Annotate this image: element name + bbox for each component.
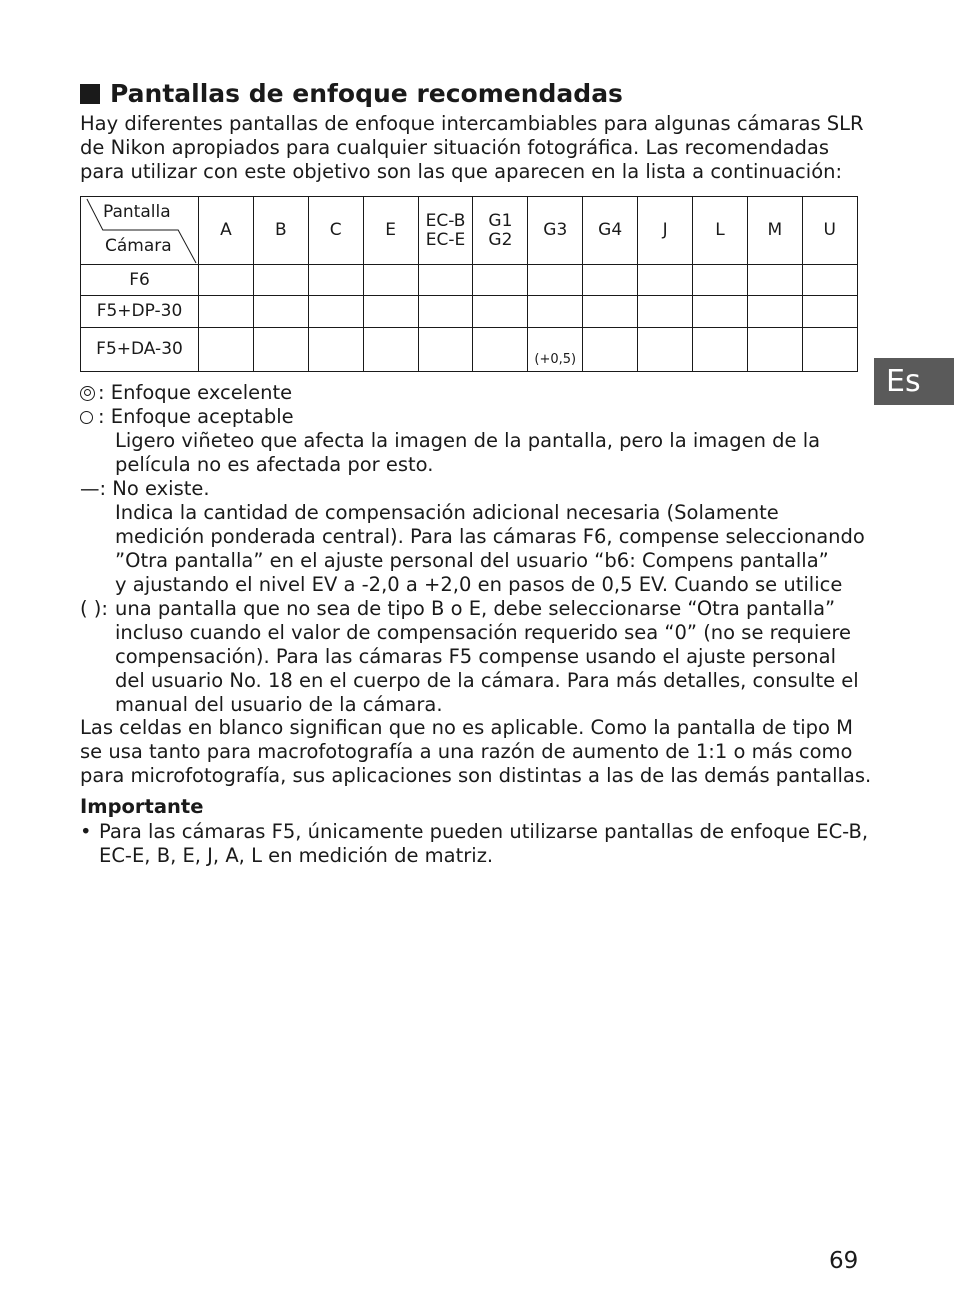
legend-text: : Enfoque aceptable	[98, 405, 294, 428]
page-number: 69	[829, 1248, 859, 1274]
table-cell	[638, 328, 693, 372]
intro-paragraph	[80, 112, 864, 184]
closing-paragraph	[80, 716, 872, 788]
table-cell	[583, 328, 638, 372]
column-header: U	[802, 197, 857, 265]
intro-line: para utilizar con este objetivo son las que aparecen en la lista a continuación:	[80, 160, 843, 183]
legend-paren-line: medición ponderada central). Para las cámaras F6, compense seleccionando	[115, 525, 865, 548]
column-header: J	[638, 197, 693, 265]
table-cell	[638, 265, 693, 296]
table-cell	[363, 296, 418, 328]
intro-line: de Nikon apropiados para cualquier situación fotográfica. Las recomendadas	[80, 136, 830, 159]
important-bullet-line: EC-E, B, E, J, A, L en medición de matriz.	[99, 844, 494, 867]
legend-item-excellent	[80, 381, 870, 405]
table-cell	[418, 328, 473, 372]
legend-text: : No existe.	[99, 477, 210, 500]
table-cell	[199, 265, 254, 296]
table-cell	[473, 296, 528, 328]
table-cell	[473, 265, 528, 296]
legend-detail-line: Ligero viñeteo que afecta la imagen de la pantalla, pero la imagen de la	[115, 429, 821, 452]
legend-paren-line: y ajustando el nivel EV a -2,0 a +2,0 en pasos de 0,5 EV. Cuando se utilice	[115, 573, 843, 596]
corner-header-cell	[81, 197, 199, 265]
table-row	[81, 296, 858, 328]
table-cell	[199, 296, 254, 328]
language-tab: Es	[874, 358, 954, 405]
table-cell	[638, 296, 693, 328]
compatibility-table	[80, 196, 858, 372]
table-cell	[473, 328, 528, 372]
legend-item-parentheses	[80, 501, 870, 717]
legend-paren-line: ”Otra pantalla” en el ajuste personal del usuario “b6: Compens pantalla”	[115, 549, 829, 572]
table-cell	[418, 296, 473, 328]
legend-text: : Enfoque excelente	[98, 381, 293, 404]
table-cell	[418, 265, 473, 296]
important-bullet-text	[99, 820, 868, 868]
compensation-note-cell: (+0,5)	[528, 328, 583, 372]
important-title: Importante	[80, 795, 204, 818]
legend	[80, 381, 870, 717]
table-cell	[802, 265, 857, 296]
table-cell	[583, 265, 638, 296]
table-row	[81, 328, 858, 372]
bullet-dot-icon: •	[80, 820, 92, 843]
column-header: B	[253, 197, 308, 265]
table-cell	[253, 296, 308, 328]
section-heading-text: Pantallas de enfoque recomendadas	[110, 79, 623, 108]
square-bullet-icon	[80, 84, 100, 104]
legend-paren-line: una pantalla que no sea de tipo B o E, debe seleccionarse “Otra pantalla”	[115, 597, 836, 620]
table-cell	[693, 265, 748, 296]
parentheses-symbol: ( ):	[80, 597, 108, 620]
column-header: E	[363, 197, 418, 265]
legend-item-acceptable	[80, 405, 870, 429]
corner-label-screen: Pantalla	[103, 202, 171, 222]
column-header: G3	[528, 197, 583, 265]
column-header: G1 G2	[473, 197, 528, 265]
table-cell	[528, 265, 583, 296]
legend-acceptable-detail	[80, 429, 870, 477]
section-heading	[80, 78, 623, 110]
table-cell	[693, 328, 748, 372]
table-cell	[363, 265, 418, 296]
double-circle-icon	[80, 386, 95, 401]
table-cell	[747, 328, 802, 372]
table-cell	[693, 296, 748, 328]
column-header: L	[693, 197, 748, 265]
closing-line: se usa tanto para macrofotografía a una razón de aumento de 1:1 o más como	[80, 740, 853, 763]
column-header: G4	[583, 197, 638, 265]
circle-icon	[80, 411, 93, 424]
legend-paren-line: Indica la cantidad de compensación adicional necesaria (Solamente	[115, 501, 779, 524]
table-cell	[308, 265, 363, 296]
table-cell	[308, 328, 363, 372]
important-bullet	[80, 820, 870, 868]
table-cell	[583, 296, 638, 328]
legend-paren-line: manual del usuario de la cámara.	[115, 693, 443, 716]
dash-symbol: —	[80, 477, 100, 500]
closing-line: Las celdas en blanco significan que no es aplicable. Como la pantalla de tipo M	[80, 716, 854, 739]
table-row	[81, 265, 858, 296]
column-header: EC-B EC-E	[418, 197, 473, 265]
table-cell	[802, 328, 857, 372]
column-header: C	[308, 197, 363, 265]
row-camera-label: F5+DP-30	[81, 296, 199, 328]
table-cell	[528, 296, 583, 328]
row-camera-label: F6	[81, 265, 199, 296]
table-cell	[747, 296, 802, 328]
column-header: M	[747, 197, 802, 265]
closing-line: para microfotografía, sus aplicaciones son distintas a las de las demás pantallas.	[80, 764, 872, 787]
legend-paren-line: compensación). Para las cámaras F5 compense usando el ajuste personal	[115, 645, 837, 668]
table-cell	[199, 328, 254, 372]
table-header-row	[81, 197, 858, 265]
legend-item-not-exist	[80, 477, 870, 501]
table-cell	[308, 296, 363, 328]
intro-line: Hay diferentes pantallas de enfoque intercambiables para algunas cámaras SLR	[80, 112, 864, 135]
focusing-screen-table	[80, 196, 858, 372]
corner-label-camera: Cámara	[105, 236, 172, 256]
legend-detail-line: película no es afectada por esto.	[115, 453, 434, 476]
table-cell	[802, 296, 857, 328]
table-cell	[747, 265, 802, 296]
column-header: A	[199, 197, 254, 265]
row-camera-label: F5+DA-30	[81, 328, 199, 372]
legend-paren-text	[115, 501, 870, 717]
legend-paren-line: incluso cuando el valor de compensación requerido sea “0” (no se requiere	[115, 621, 851, 644]
table-cell	[363, 328, 418, 372]
table-cell	[253, 265, 308, 296]
table-cell	[253, 328, 308, 372]
legend-paren-line: del usuario No. 18 en el cuerpo de la cámara. Para más detalles, consulte el	[115, 669, 859, 692]
important-bullet-line: Para las cámaras F5, únicamente pueden utilizarse pantallas de enfoque EC-B,	[99, 820, 869, 843]
